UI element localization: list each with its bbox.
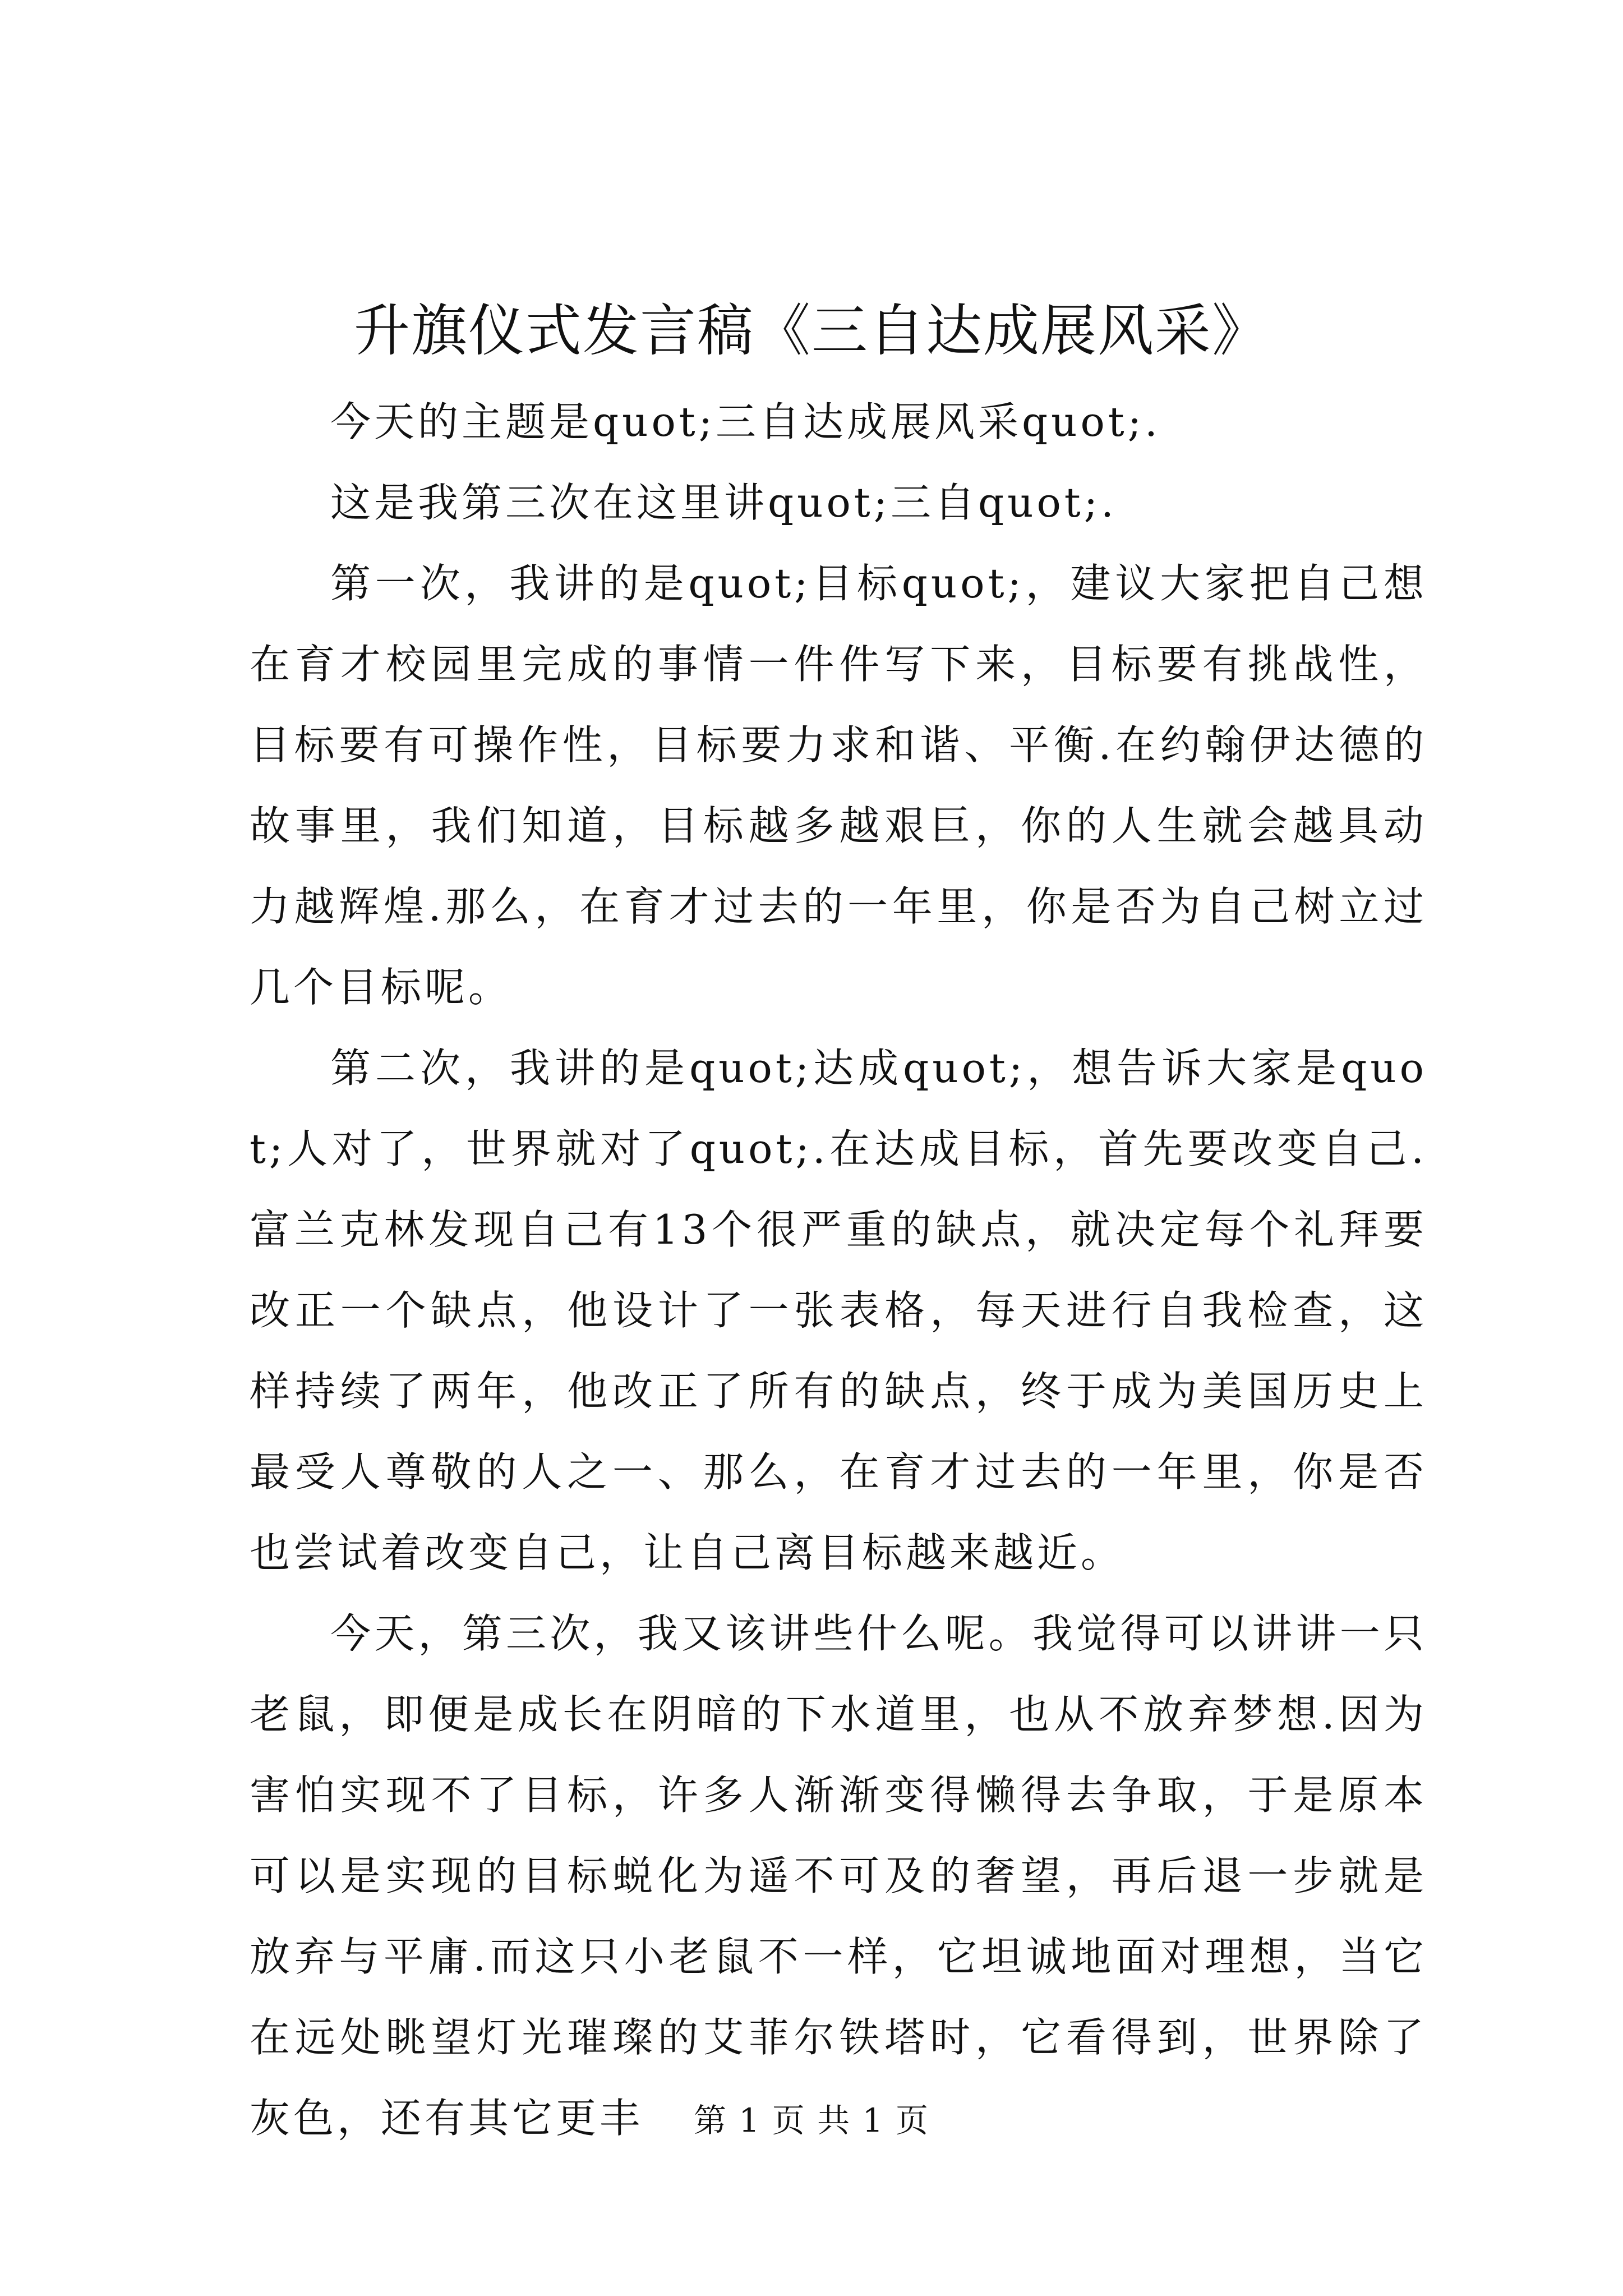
document-title: 升旗仪式发言稿《三自达成展风采》 [354,298,1269,364]
page-number-footer: 第 1 页 共 1 页 [694,2101,929,2139]
paragraph-third-talk: 今天，第三次，我又该讲些什么呢。我觉得可以讲讲一只老鼠，即便是成长在阴暗的下水道里，也从不放弃梦想.因为害怕实现不了目标，许多人渐渐变得懒得去争取，于是原本可以是实现的目标蜕化为遥不可及的奢望，再后退一步就是放弃与平庸.而这只小老鼠不一样，它坦诚地面对理想，当它在远处眺望灯光璀璨的艾菲尔铁塔时，它看得到，世界除了灰色，还有其它更丰 [250,1610,1427,2142]
document-body [250,381,1427,2159]
paragraph-theme: 今天的主题是quot;三自达成展风采quot;. [330,398,1161,445]
paragraph-third-time: 这是我第三次在这里讲quot;三自quot;. [330,479,1117,526]
paragraph-second-talk: 第二次，我讲的是quot;达成quot;，想告诉大家是quot;人对了，世界就对了quot;.在达成目标，首先要改变自己.富兰克林发现自己有13个很严重的缺点，就决定每个礼拜要改正一个缺点，他设计了一张表格，每天进行自我检查，这样持续了两年，他改正了所有的缺点，终于成为美国历史上最受人尊敬的人之一、那么，在育才过去的一年里，你是否也尝试着改变自己，让自己离目标越来越近。 [250,1045,1427,1576]
paragraph-first-talk: 第一次，我讲的是quot;目标quot;，建议大家把自己想在育才校园里完成的事情一件件写下来，目标要有挑战性，目标要有可操作性，目标要力求和谐、平衡.在约翰伊达德的故事里，我们知道，目标越多越艰巨，你的人生就会越具动力越辉煌.那么，在育才过去的一年里，你是否为自己树立过几个目标呢。 [250,560,1427,1011]
